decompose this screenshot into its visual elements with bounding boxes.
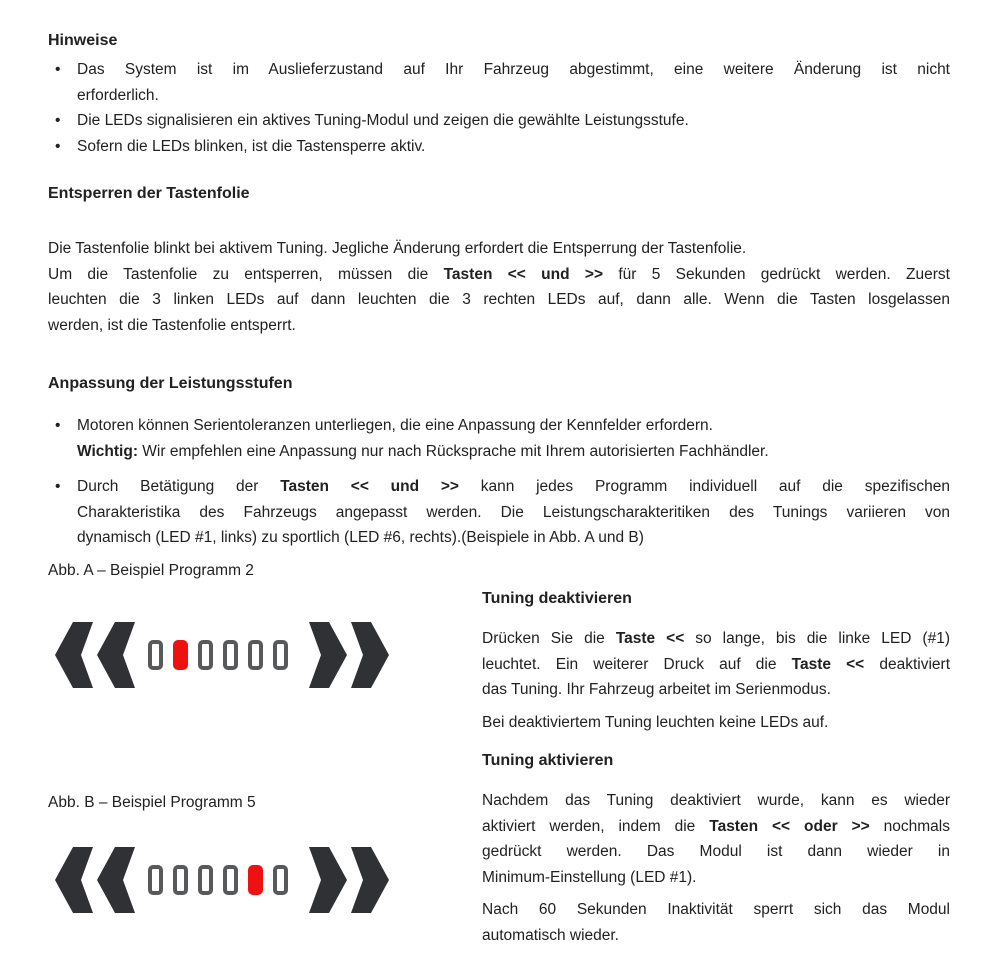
led-inactive	[148, 640, 163, 670]
section-title-hinweise: Hinweise	[48, 32, 118, 49]
paragraph-line: Minimum-Einstellung (LED #1).	[482, 868, 697, 886]
paragraph-line: automatisch wieder.	[482, 926, 619, 944]
led-inactive	[198, 640, 213, 670]
paragraph-line: werden, ist die Tastenfolie entsperrt.	[48, 316, 296, 334]
paragraph-line: Nach 60 Sekunden Inaktivität sperrt sich das Modul	[482, 901, 950, 918]
led-inactive	[248, 640, 263, 670]
bullet-text-line: erforderlich.	[77, 86, 159, 104]
bullet-text-line: • Durch Betätigung der Tasten << und >> kann jedes Programm individuell auf die spezifischen	[77, 478, 950, 495]
led-active	[248, 865, 263, 895]
aktivieren-note	[482, 897, 950, 948]
paragraph-line: aktiviert werden, indem die Tasten << oder >> nochmals	[482, 817, 950, 835]
double-chevron-left-icon	[55, 847, 135, 913]
bullet-item	[48, 134, 950, 160]
led-active	[173, 640, 188, 670]
led-inactive	[173, 865, 188, 895]
bullet-item	[48, 474, 950, 551]
bullet-text-line: • Die LEDs signalisieren ein aktives Tuning-Modul und zeigen die gewählte Leistungsstufe.	[77, 112, 689, 129]
paragraph-line: Die Tastenfolie blinkt bei aktivem Tuning. Jegliche Änderung erfordert die Entsperrung der Tastenfolie.	[48, 240, 747, 257]
led-inactive	[223, 865, 238, 895]
figure-b-led-panel	[55, 847, 389, 913]
paragraph-line: leuchtet. Ein weiterer Druck auf die Taste << deaktiviert	[482, 655, 950, 673]
double-chevron-left-icon	[55, 622, 135, 688]
bullet-text-line: • Motoren können Serientoleranzen unterliegen, die eine Anpassung der Kennfelder erfordern.	[77, 417, 713, 434]
figure-a-led-panel	[55, 622, 389, 688]
deaktivieren-paragraph	[482, 626, 950, 703]
led-inactive	[223, 640, 238, 670]
paragraph-line: leuchten die 3 linken LEDs auf dann leuchten die 3 rechten LEDs auf, dann alle. Wenn die Tasten losgelassen	[48, 291, 950, 308]
paragraph-line: Nachdem das Tuning deaktiviert wurde, kann es wieder	[482, 792, 950, 809]
aktivieren-paragraph	[482, 788, 950, 890]
bullet-text-line: Wichtig: Wir empfehlen eine Anpassung nur nach Rücksprache mit Ihrem autorisierten Fachhändler.	[77, 442, 769, 460]
led-inactive	[273, 640, 288, 670]
anpassung-bullet-list	[48, 413, 950, 551]
bullet-item	[48, 57, 950, 108]
bullet-item	[48, 413, 950, 464]
double-chevron-right-icon	[309, 622, 389, 688]
instructions-column	[482, 589, 950, 955]
deaktivieren-note	[482, 710, 950, 736]
bullet-text-line: • Sofern die LEDs blinken, ist die Tastensperre aktiv.	[77, 137, 426, 155]
led-inactive	[198, 865, 213, 895]
bullet-text-line: • Das System ist im Auslieferzustand auf Ihr Fahrzeug abgestimmt, eine weitere Änderung ist nicht	[77, 61, 950, 78]
paragraph-line: das Tuning. Ihr Fahrzeug arbeitet im Serienmodus.	[482, 681, 831, 698]
led-strip	[148, 865, 288, 895]
paragraph-line: Um die Tastenfolie zu entsperren, müssen die Tasten << und >> für 5 Sekunden gedrückt werden. Zuerst	[48, 265, 950, 283]
bullet-text-line: Charakteristika des Fahrzeugs angepasst werden. Die Leistungscharakteritiken des Tunings variieren von	[77, 503, 950, 521]
section-title-anpassung: Anpassung der Leistungsstufen	[48, 375, 293, 392]
led-strip	[148, 640, 288, 670]
aktivieren-title: Tuning aktivieren	[482, 752, 614, 769]
bullet-text-line: dynamisch (LED #1, links) zu sportlich (LED #6, rechts).(Beispiele in Abb. A und B)	[77, 529, 644, 546]
hinweise-bullet-list	[48, 57, 950, 159]
paragraph-line: Bei deaktiviertem Tuning leuchten keine LEDs auf.	[482, 713, 829, 731]
figure-a-caption: Abb. A – Beispiel Programm 2	[48, 562, 254, 579]
figure-b-caption: Abb. B – Beispiel Programm 5	[48, 794, 256, 811]
paragraph-line: Drücken Sie die Taste << so lange, bis die linke LED (#1)	[482, 630, 950, 647]
entsperren-paragraph	[48, 236, 950, 338]
bullet-item	[48, 108, 950, 134]
led-inactive	[148, 865, 163, 895]
deaktivieren-title: Tuning deaktivieren	[482, 590, 632, 607]
section-title-entsperren: Entsperren der Tastenfolie	[48, 185, 250, 202]
led-inactive	[273, 865, 288, 895]
paragraph-line: gedrückt werden. Das Modul ist dann wieder in	[482, 843, 950, 860]
double-chevron-right-icon	[309, 847, 389, 913]
